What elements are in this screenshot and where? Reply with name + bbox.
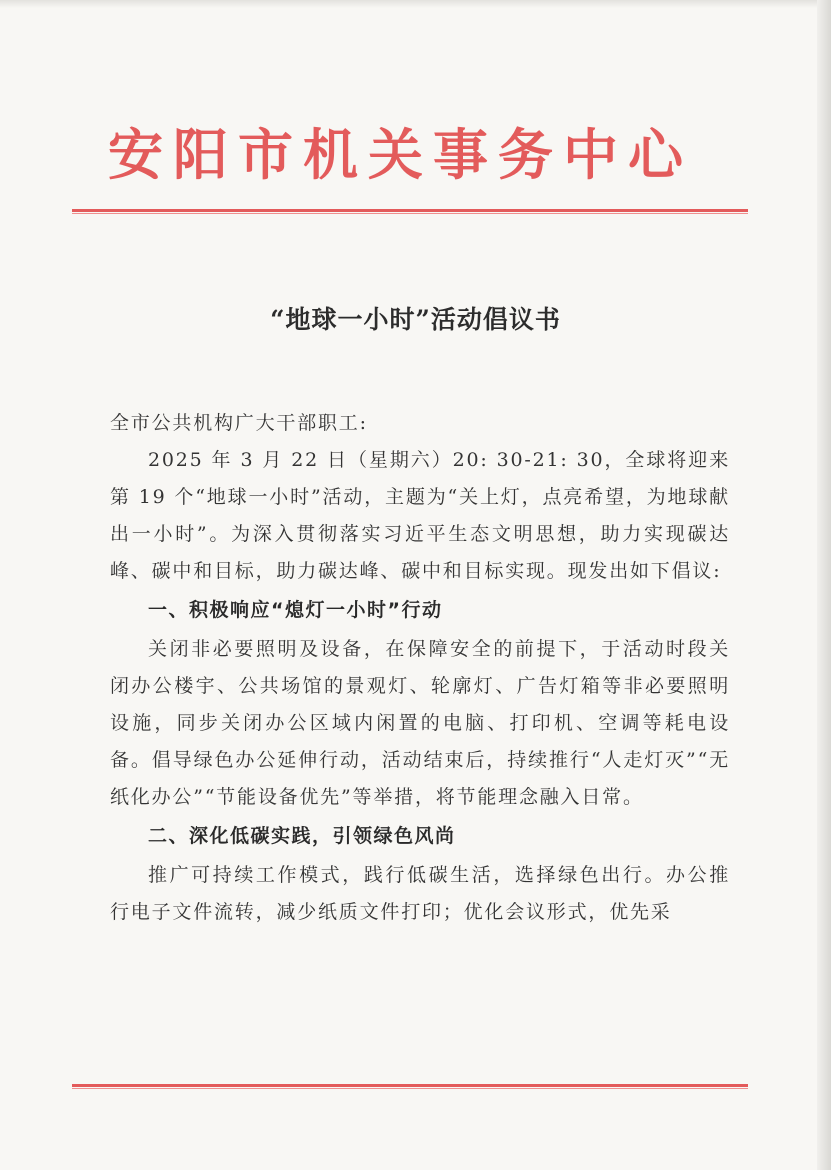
document-body (110, 405, 730, 931)
section-1-heading: 一、积极响应“熄灯一小时”行动 (148, 599, 443, 621)
intro-paragraph: 2025 年 3 月 22 日（星期六）20: 30-21: 30，全球将迎来第 19 个“地球一小时”活动，主题为“关上灯，点亮希望，为地球献出一小时”。为深入贯彻落实习近平生态文明思想，助力实现碳达峰、碳中和目标，助力碳达峰、碳中和目标实现。现发出如下倡议: (110, 449, 730, 582)
masthead-rule-thick (72, 209, 748, 212)
masthead-rule-thin (72, 213, 748, 214)
section-2-paragraph: 推广可持续工作模式，践行低碳生活，选择绿色出行。办公推行电子文件流转，减少纸质文件打印；优化会议形式，优先采 (110, 864, 730, 923)
masthead: 安阳市机关事务中心 (108, 122, 694, 187)
section-1-paragraph: 关闭非必要照明及设备，在保障安全的前提下，于活动时段关闭办公楼宇、公共场馆的景观灯、轮廓灯、广告灯箱等非必要照明设施，同步关闭办公区域内闲置的电脑、打印机、空调等耗电设备。倡导绿色办公延伸行动，活动结束后，持续推行“人走灯灭”“无纸化办公”“节能设备优先”等举措，将节能理念融入日常。 (110, 638, 730, 808)
salutation: 全市公共机构广大干部职工: (110, 412, 368, 434)
masthead-rule (72, 209, 748, 214)
scan-edge-top (0, 0, 831, 8)
footer-rule-thin (72, 1088, 748, 1089)
footer-rule (72, 1084, 748, 1089)
document-title: “地球一小时”活动倡议书 (270, 305, 561, 334)
scan-edge-right (817, 0, 831, 1170)
footer-rule-thick (72, 1084, 748, 1087)
section-2-heading: 二、深化低碳实践，引领绿色风尚 (148, 825, 456, 847)
